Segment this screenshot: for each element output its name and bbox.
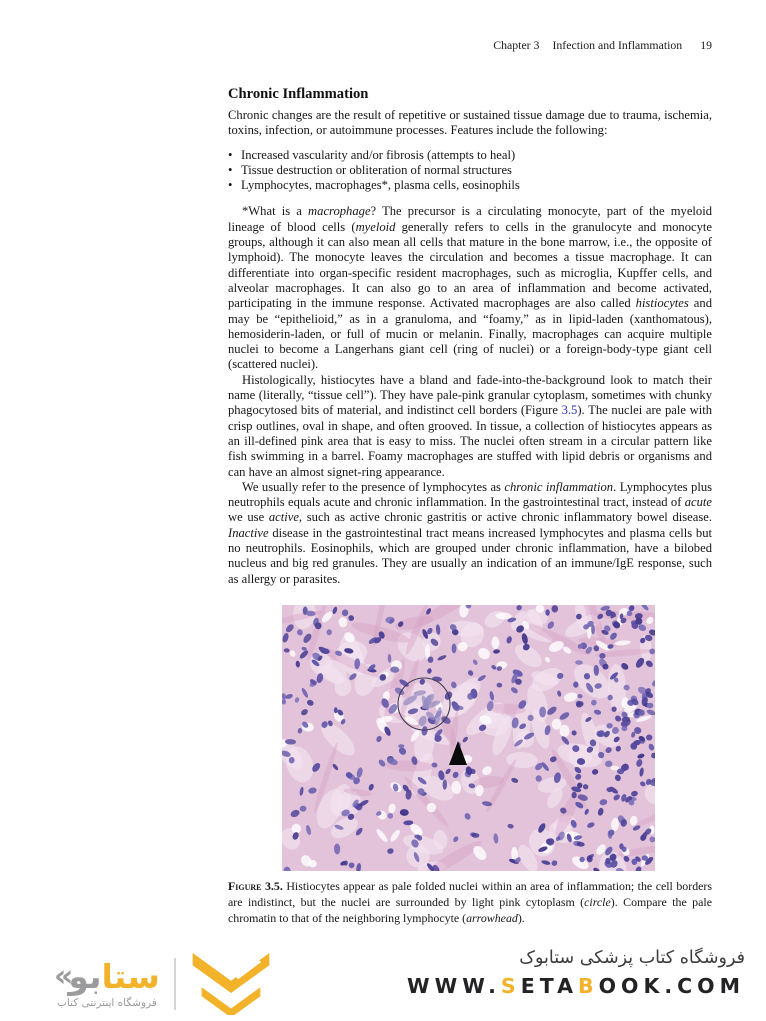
bullet-list: [228, 148, 712, 194]
text-run: Figure 3.5.: [228, 879, 283, 893]
store-title: فروشگاه کتاب پزشکی ستابوک: [519, 948, 745, 968]
text-run: ). Compare the pale chromatin to that of the neighboring lymphocyte (: [228, 894, 712, 925]
text-run: Histologically, histiocytes have a bland and fade-into-the-background look to match their name (literally, “tissue cell”). They have pale-pink granular cytoplasm, sometimes with chunky phagocytosed bits of material, and indistinct cell borders (Figure: [228, 372, 712, 418]
text-run: Inactive: [228, 525, 269, 540]
url-part: ETA: [520, 974, 578, 998]
bullet-glyph: •: [228, 162, 233, 177]
logo-chevron-icon: «: [54, 959, 68, 994]
url-part: OOK.COM: [598, 974, 745, 998]
bullet-item: [228, 148, 712, 163]
text-run: circle: [584, 894, 611, 909]
chapter-label: Chapter 3: [493, 38, 540, 52]
text-run: Histiocytes appear as pale folded nuclei within an area of inflammation; the cell borders are indistinct, but the nuclei are surrounded by light pink cytoplasm (: [228, 879, 712, 909]
body-text-column: [228, 108, 712, 587]
bullet-text: Tissue destruction or obliteration of normal structures: [241, 162, 512, 177]
text-run: acute: [684, 495, 712, 510]
url-part: WWW.: [406, 974, 501, 998]
text-run: histiocytes: [635, 296, 689, 311]
paragraph-histology: [228, 373, 712, 480]
intro-paragraph: [228, 108, 712, 139]
page-header: [228, 38, 712, 53]
logo-divider: [174, 958, 176, 1010]
logo-subtitle: فروشگاه اینترنتی کتاب: [56, 997, 157, 1009]
text-run: , such as active chronic gastritis or active chronic inflammatory bowel disease.: [298, 510, 712, 525]
text-run: chronic inflammation: [504, 479, 614, 494]
bullet-glyph: •: [228, 178, 233, 193]
text-run: active: [268, 510, 299, 525]
section-title: Chronic Inflammation: [228, 85, 369, 102]
setabook-wordmark: [54, 959, 160, 995]
bullet-item: [228, 163, 712, 178]
url-part-gold-s: S: [500, 974, 521, 998]
text-run: We usually refer to the presence of lymphocytes as: [242, 479, 505, 494]
text-run: Chronic changes are the result of repetitive or sustained tissue damage due to trauma, ischemia, toxins, infection, or autoimmune processes. Features include the following:: [228, 108, 712, 138]
text-run: ). The nuclei are pale with crisp outlines, oval in shape, and often grooved. In tissue, a collection of histiocytes appears as an ill-defined pink area that is easy to miss. The nuclei often stream in a circular pattern like fish swimming in a barrel. Foamy macrophages are stuffed with lipid debris or organisms and can have an almost signet-ring appearance.: [228, 403, 712, 479]
text-run: *What is a: [242, 204, 309, 219]
text-run: macrophage: [308, 204, 371, 219]
url-part-gold-b: B: [577, 974, 599, 998]
text-run: generally refers to cells in the granulocyte and monocyte groups, although it can also mean all cells that mature in the bone marrow, i.e., the opposite of lymphoid). The monocyte leaves the circulation and becomes a tissue macrophage. It can differentiate into organ-specific resident macrophages, such as microglia, Kupffer cells, and alveolar macrophages. It can also go to an area of inflammation and become activated, participating in the immune response. Activated macrophages are also called: [228, 219, 712, 311]
page-number: 19: [700, 38, 712, 52]
paragraph-chronic: [228, 480, 712, 587]
header-section-title: Infection and Inflammation: [552, 38, 683, 52]
paragraph-macrophage: [228, 204, 712, 372]
histology-micrograph: [282, 605, 655, 871]
histology-figure: [282, 605, 655, 871]
text-run: arrowhead: [466, 910, 518, 925]
text-run: and may be “epithelioid,” as in a granuloma, and “foamy,” as in lipid-laden (xanthomatous), hemosiderin-laden, or full of mucin or melanin. Finally, macrophages can acquire multiple nuclei to become a Langerhans giant cell (ring of nuclei) or a foreign-body-type giant cell (scattered nuclei).: [228, 296, 712, 372]
text-run: disease in the gastrointestinal tract means increased lymphocytes and plasma cells but no neutrophils. Eosinophils, which are grouped under chronic inflammation, have a bilobed nucleus and big red granules. They are usually an indication of an immune/IgE response, such as allergy or parasites.: [228, 525, 712, 586]
text-run: myeloid: [355, 219, 396, 234]
setabook-logo: [54, 951, 273, 1017]
text-run: we use: [228, 510, 269, 525]
bullet-text: Lymphocytes, macrophages*, plasma cells, eosinophils: [241, 178, 520, 193]
figure-reference-link[interactable]: 3.5: [561, 403, 578, 418]
text-run: ).: [517, 910, 525, 925]
wordmark-gray-part: بو: [68, 957, 102, 996]
text-run: . Lymphocytes plus neutrophils equals acute and chronic inflammation. In the gastrointestinal tract, instead of: [228, 479, 713, 510]
bullet-text: Increased vascularity and/or fibrosis (attempts to heal): [241, 147, 516, 162]
wordmark-gold-part: ستا: [101, 957, 160, 996]
text-run: ? The precursor is a circulating monocyte, part of the myeloid lineage of blood cells (: [228, 204, 713, 234]
setabook-wordmark-block: [54, 959, 160, 1009]
bullet-item: [228, 178, 712, 193]
footer-store-block: [407, 945, 745, 998]
site-url: [407, 974, 745, 998]
bullet-glyph: •: [228, 147, 233, 162]
figure-caption: [228, 879, 712, 927]
setabook-emblem-icon: [189, 953, 273, 1015]
